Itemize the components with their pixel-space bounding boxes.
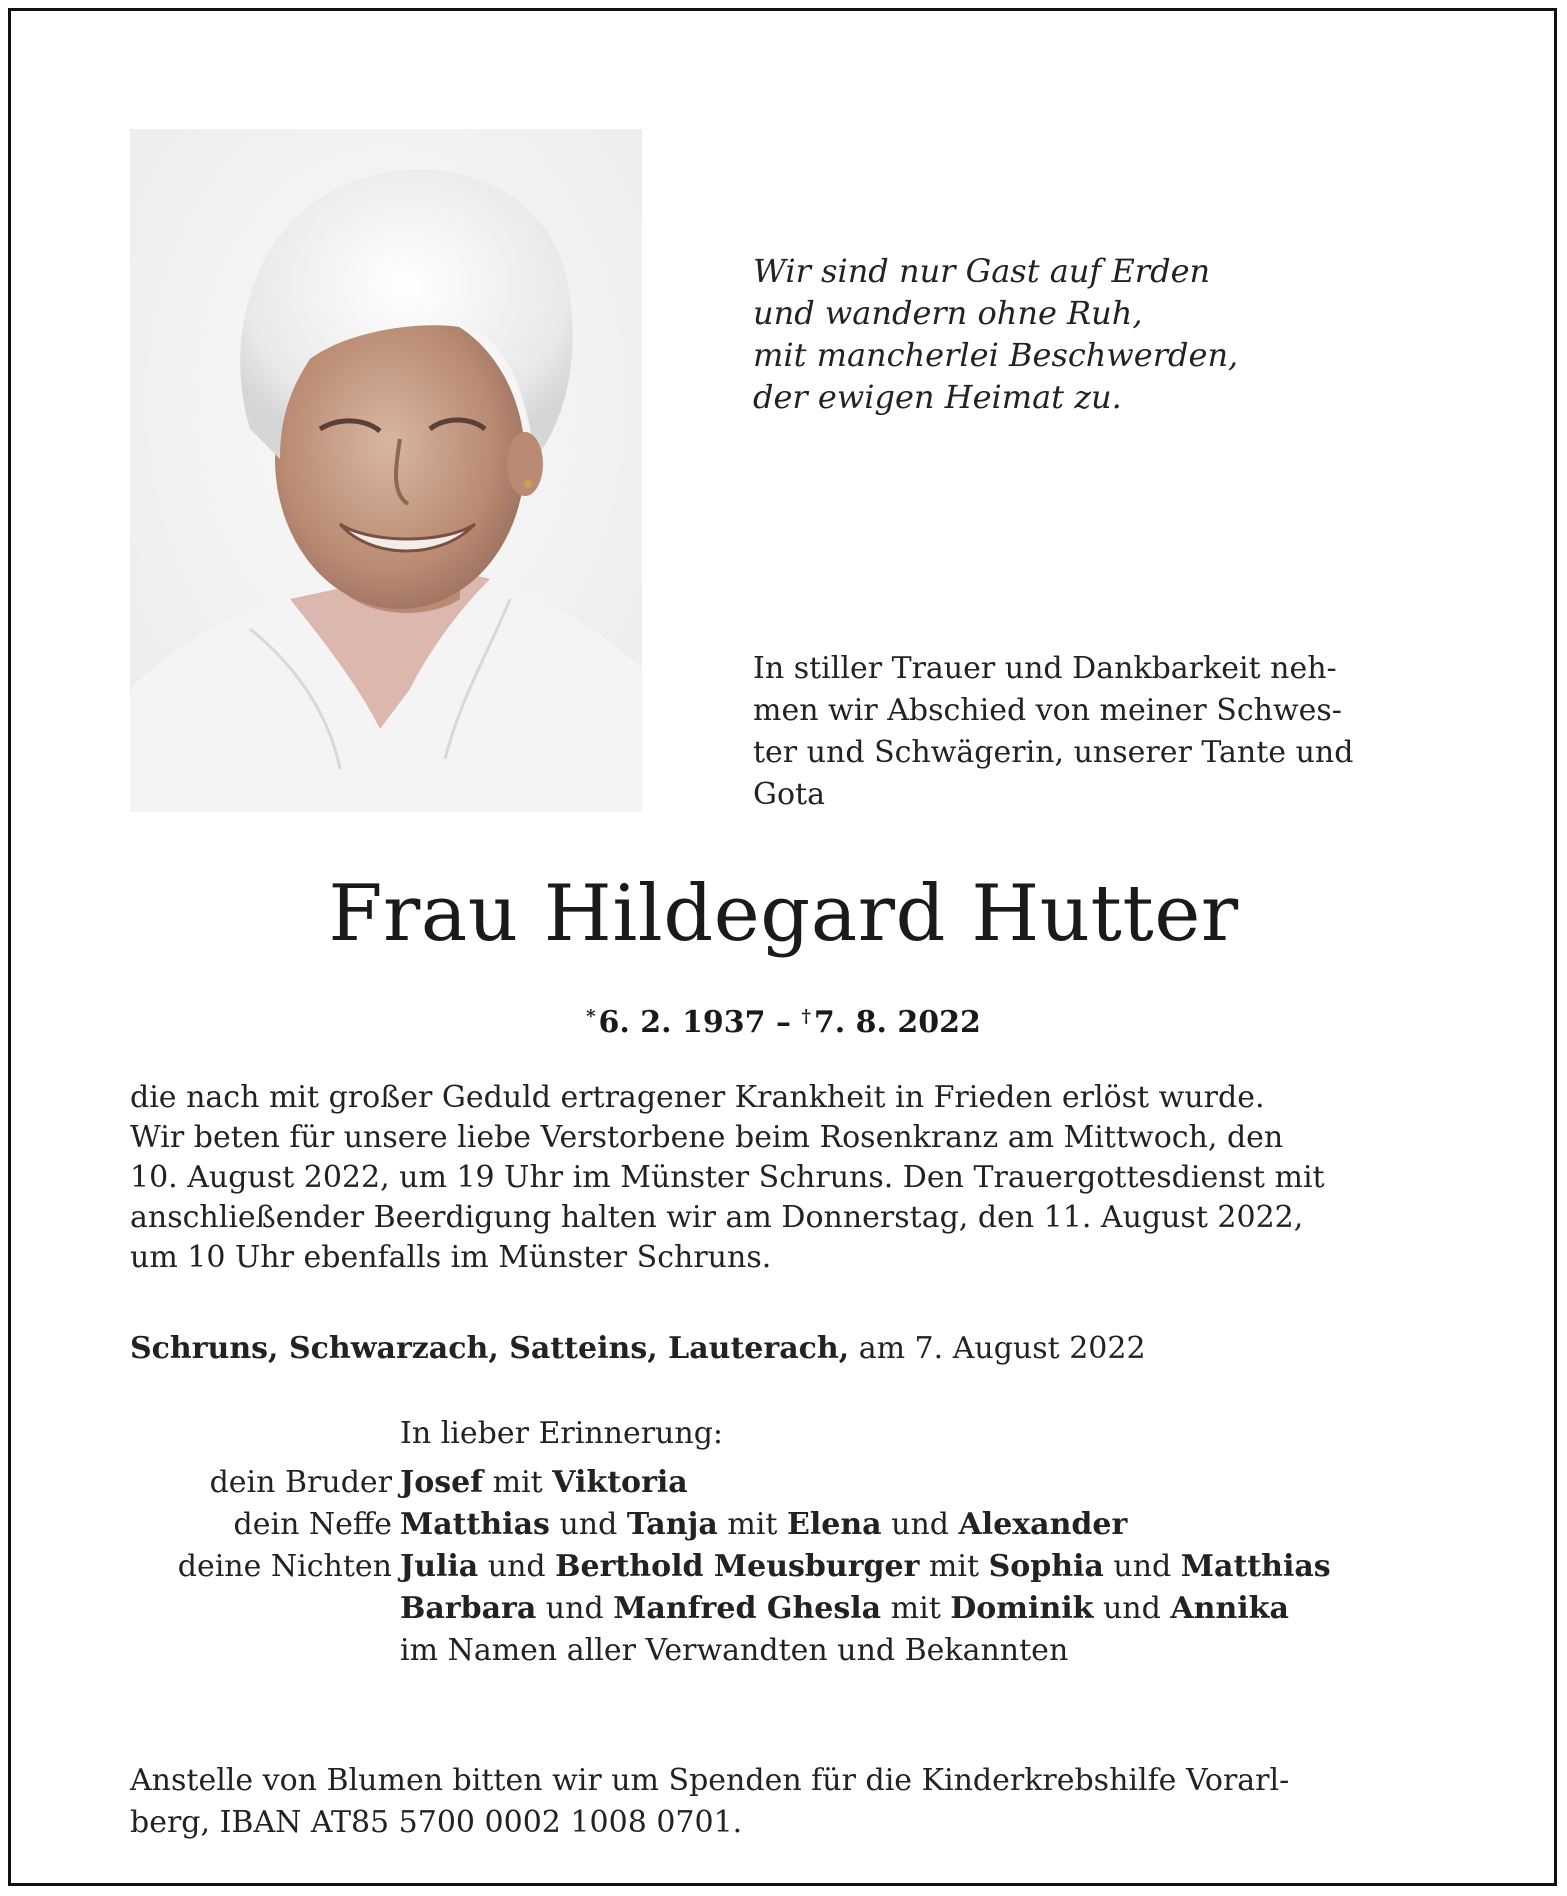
family-name: Berthold Meusburger <box>555 1549 920 1584</box>
connector: mit <box>919 1549 989 1584</box>
connector: mit <box>483 1465 553 1500</box>
connector: mit <box>717 1507 787 1542</box>
family-name: Elena <box>787 1507 882 1542</box>
connector: und <box>549 1507 627 1542</box>
intro-line: ter und Schwägerin, unserer Tante und <box>753 735 1354 770</box>
donation-note <box>130 1760 1460 1844</box>
intro-text <box>753 648 1453 816</box>
connector: und <box>1103 1549 1181 1584</box>
family-name: Matthias <box>1180 1549 1331 1584</box>
body-line: um 10 Uhr ebenfalls im Münster Schruns. <box>130 1240 772 1275</box>
family-name: Tanja <box>626 1507 718 1542</box>
intro-line: Gota <box>753 777 825 812</box>
family-name: Sophia <box>988 1549 1104 1584</box>
family-row-closing <box>0 1630 1567 1672</box>
family-name: Dominik <box>950 1591 1094 1626</box>
quote-line: mit mancherlei Beschwerden, <box>753 336 1239 374</box>
body-line: Wir beten für unsere liebe Verstorbene beim Rosenkranz am Mittwoch, den <box>130 1120 1284 1155</box>
connector: und <box>881 1507 959 1542</box>
family-names <box>400 1504 1127 1546</box>
relation-label: dein Bruder <box>209 1465 392 1500</box>
connector: und <box>1093 1591 1171 1626</box>
family-name: Alexander <box>958 1507 1128 1542</box>
family-row-nieces <box>0 1546 1567 1588</box>
family-name: Annika <box>1170 1591 1289 1626</box>
date-separator: – <box>765 1005 802 1040</box>
body-line: anschließender Beerdigung halten wir am Donnerstag, den 11. August 2022, <box>130 1200 1304 1235</box>
relation-label: deine Nichten <box>177 1549 392 1584</box>
life-dates <box>0 995 1567 1045</box>
donation-line: berg, IBAN AT85 5700 0002 1008 0701. <box>130 1805 743 1840</box>
family-name: Manfred Ghesla <box>613 1591 882 1626</box>
connector: mit <box>881 1591 951 1626</box>
quote-line: Wir sind nur Gast auf Erden <box>753 252 1211 290</box>
portrait-photo <box>130 129 642 812</box>
relation-label: dein Neffe <box>233 1507 392 1542</box>
quote-line: und wandern ohne Ruh, <box>753 294 1143 332</box>
quote-line: der ewigen Heimat zu. <box>753 378 1122 416</box>
poem-quote <box>753 250 1453 418</box>
death-symbol: † <box>801 1006 811 1027</box>
donation-line: Anstelle von Blumen bitten wir um Spenden für die Kinderkrebshilfe Vorarl- <box>130 1763 1290 1798</box>
body-line: die nach mit großer Geduld ertragener Krankheit in Frieden erlöst wurde. <box>130 1080 1265 1115</box>
family-names <box>400 1588 1289 1630</box>
family-name: Julia <box>400 1549 479 1584</box>
connector: und <box>478 1549 556 1584</box>
family-names <box>400 1546 1331 1588</box>
funeral-details <box>130 1078 1460 1278</box>
family-name: Josef <box>400 1465 484 1500</box>
family-list <box>0 1462 1567 1672</box>
birth-date: 6. 2. 1937 <box>598 1005 766 1040</box>
family-name: Barbara <box>400 1591 537 1626</box>
birth-symbol: * <box>586 1006 596 1027</box>
family-row-nephew <box>0 1504 1567 1546</box>
closing-line: im Namen aller Verwandten und Bekannten <box>400 1633 1069 1668</box>
place-date-line <box>130 1327 1460 1371</box>
announcement-date: am 7. August 2022 <box>849 1331 1146 1366</box>
body-line: 10. August 2022, um 19 Uhr im Münster Schruns. Den Trauergottesdienst mit <box>130 1160 1325 1195</box>
memory-heading: In lieber Erinnerung: <box>400 1416 724 1451</box>
family-name: Matthias <box>400 1507 550 1542</box>
deceased-name: Frau Hildegard Hutter <box>328 869 1239 959</box>
family-row-nieces-continued <box>0 1588 1567 1630</box>
connector: und <box>536 1591 614 1626</box>
family-row-brother <box>0 1462 1567 1504</box>
death-date: 7. 8. 2022 <box>813 1005 981 1040</box>
family-name: Viktoria <box>552 1465 688 1500</box>
intro-line: In stiller Trauer und Dankbarkeit neh- <box>753 651 1337 686</box>
family-names <box>400 1462 688 1504</box>
intro-line: men wir Abschied von meiner Schwes- <box>753 693 1342 728</box>
place-names: Schruns, Schwarzach, Satteins, Lauterach, <box>130 1331 850 1366</box>
